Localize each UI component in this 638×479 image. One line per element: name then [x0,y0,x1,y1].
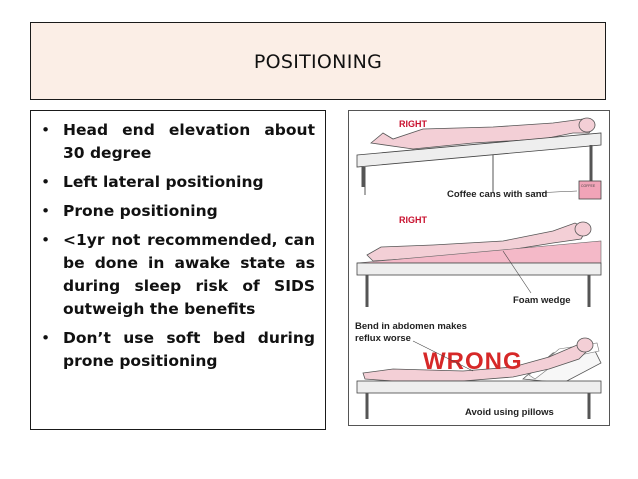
slide-title: POSITIONING [253,51,383,73]
bullet-item: • Head end elevation about 30 degree [39,119,315,165]
panel-foam-wedge [353,211,605,311]
panel3-note-line2: reflux worse [355,333,411,344]
bullet-item: • Left lateral positioning [39,171,315,194]
panel3-caption: Avoid using pillows [465,407,554,418]
bullet-item: • Don’t use soft bed during prone positioning [39,327,315,373]
can-label: COFFEE [581,184,596,188]
panel3-note-line1: Bend in abdomen makes [355,321,467,332]
illustration-box [348,110,610,426]
panel2-caption: Foam wedge [513,295,571,306]
bullet-item: • <1yr not recommended, can be done in awake state as during sleep risk of SIDS outweigh the benefits [39,229,315,321]
panel1-caption: Coffee cans with sand [447,189,548,200]
bullet-box [30,110,326,430]
panel-incline-bed [353,115,605,211]
bullet-item: • Prone positioning [39,200,315,223]
bed-flat [357,263,601,275]
wrong-stamp: WRONG [423,348,523,375]
bullet-list [31,111,325,373]
bed-flat [357,381,601,393]
panel1-label: RIGHT [399,119,427,129]
panel2-label: RIGHT [399,215,427,225]
title-box [30,22,606,100]
panel-wrong-pillows [353,317,605,421]
